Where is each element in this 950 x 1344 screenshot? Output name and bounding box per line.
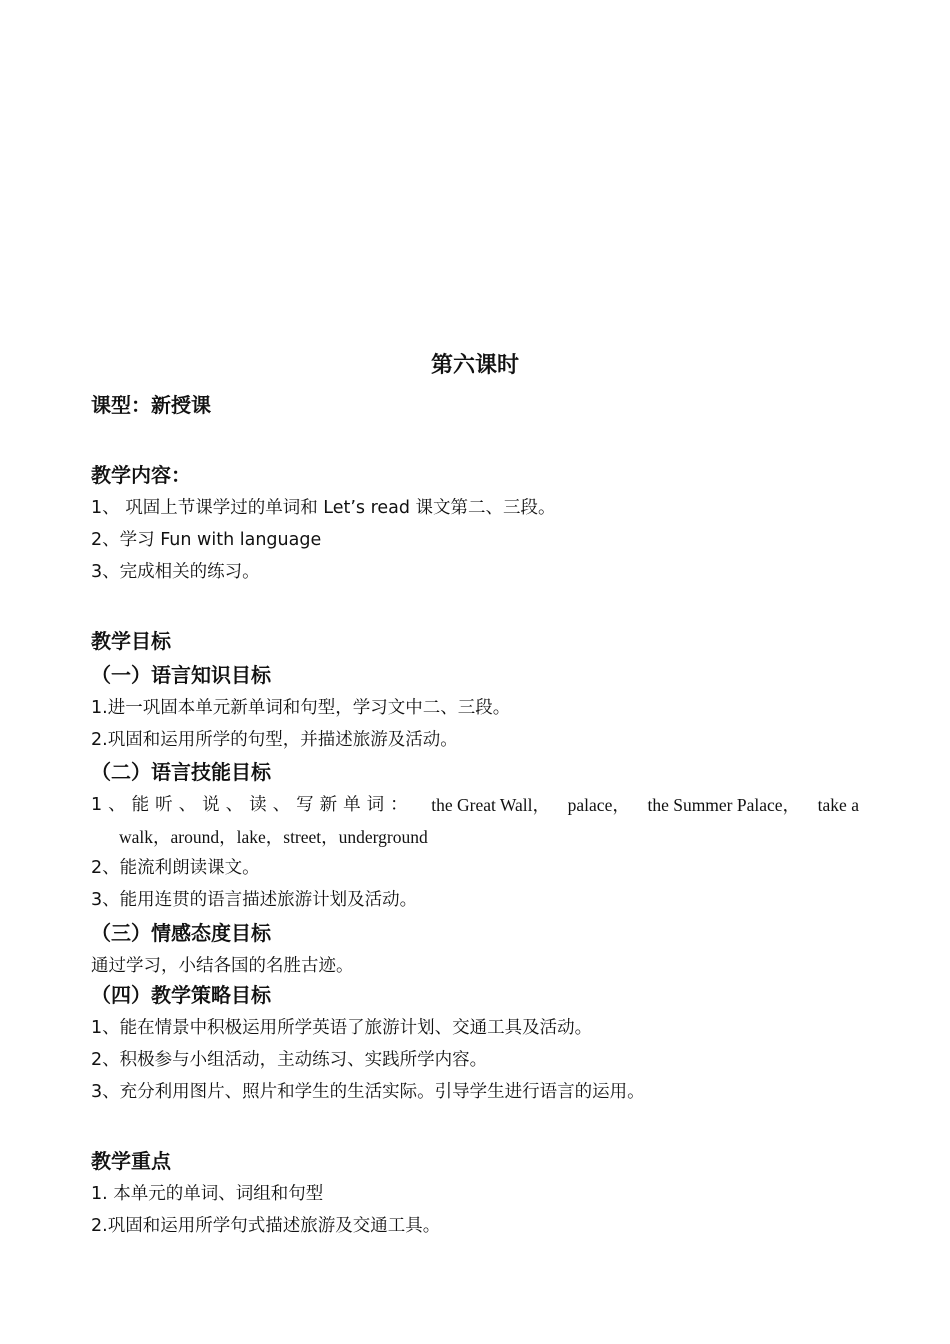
vocab-word: palace，	[567, 795, 630, 815]
skills-item1-prefix: 1、能听、说、读、写新单词：	[91, 795, 414, 815]
vocab-word-line: walk，around，lake，street，underground	[119, 827, 428, 847]
objectives-heading: 教学目标	[91, 629, 171, 653]
attitude-heading: （三）情感态度目标	[91, 921, 271, 945]
strategy-item: 1、能在情景中积极运用所学英语了旅游计划、交通工具及活动。	[91, 1018, 593, 1038]
skills-item: 3、能用连贯的语言描述旅游计划及活动。	[91, 890, 418, 910]
strategy-item: 3、充分利用图片、照片和学生的生活实际。引导学生进行语言的运用。	[91, 1082, 645, 1102]
attitude-item: 通过学习，小结各国的名胜古迹。	[91, 956, 354, 976]
strategy-heading: （四）教学策略目标	[91, 983, 271, 1007]
key-point-item: 1. 本单元的单词、词组和句型	[91, 1184, 324, 1204]
key-points-heading: 教学重点	[91, 1149, 171, 1173]
skills-heading: （二）语言技能目标	[91, 760, 271, 784]
strategy-item: 2、积极参与小组活动，主动练习、实践所学内容。	[91, 1050, 488, 1070]
knowledge-item: 1.进一巩固本单元新单词和句型，学习文中二、三段。	[91, 698, 511, 718]
vocab-word: the Great Wall，	[431, 795, 551, 815]
key-point-item: 2.巩固和运用所学句式描述旅游及交通工具。	[91, 1216, 441, 1236]
lesson-title: 第六课时	[430, 353, 519, 378]
content-item: 3、完成相关的练习。	[91, 562, 260, 582]
vocab-word: take a	[817, 795, 859, 815]
lesson-type: 课型：新授课	[91, 393, 211, 417]
content-heading: 教学内容：	[91, 463, 191, 487]
content-item: 1、 巩固上节课学过的单词和 Let’s read 课文第二、三段。	[91, 498, 556, 518]
knowledge-heading: （一）语言知识目标	[91, 663, 271, 687]
content-item: 2、学习 Fun with language	[91, 530, 322, 550]
skills-word-list	[91, 789, 859, 854]
vocab-word: the Summer Palace，	[647, 795, 801, 815]
skills-item: 2、能流利朗读课文。	[91, 858, 260, 878]
knowledge-item: 2.巩固和运用所学的句型，并描述旅游及活动。	[91, 730, 458, 750]
